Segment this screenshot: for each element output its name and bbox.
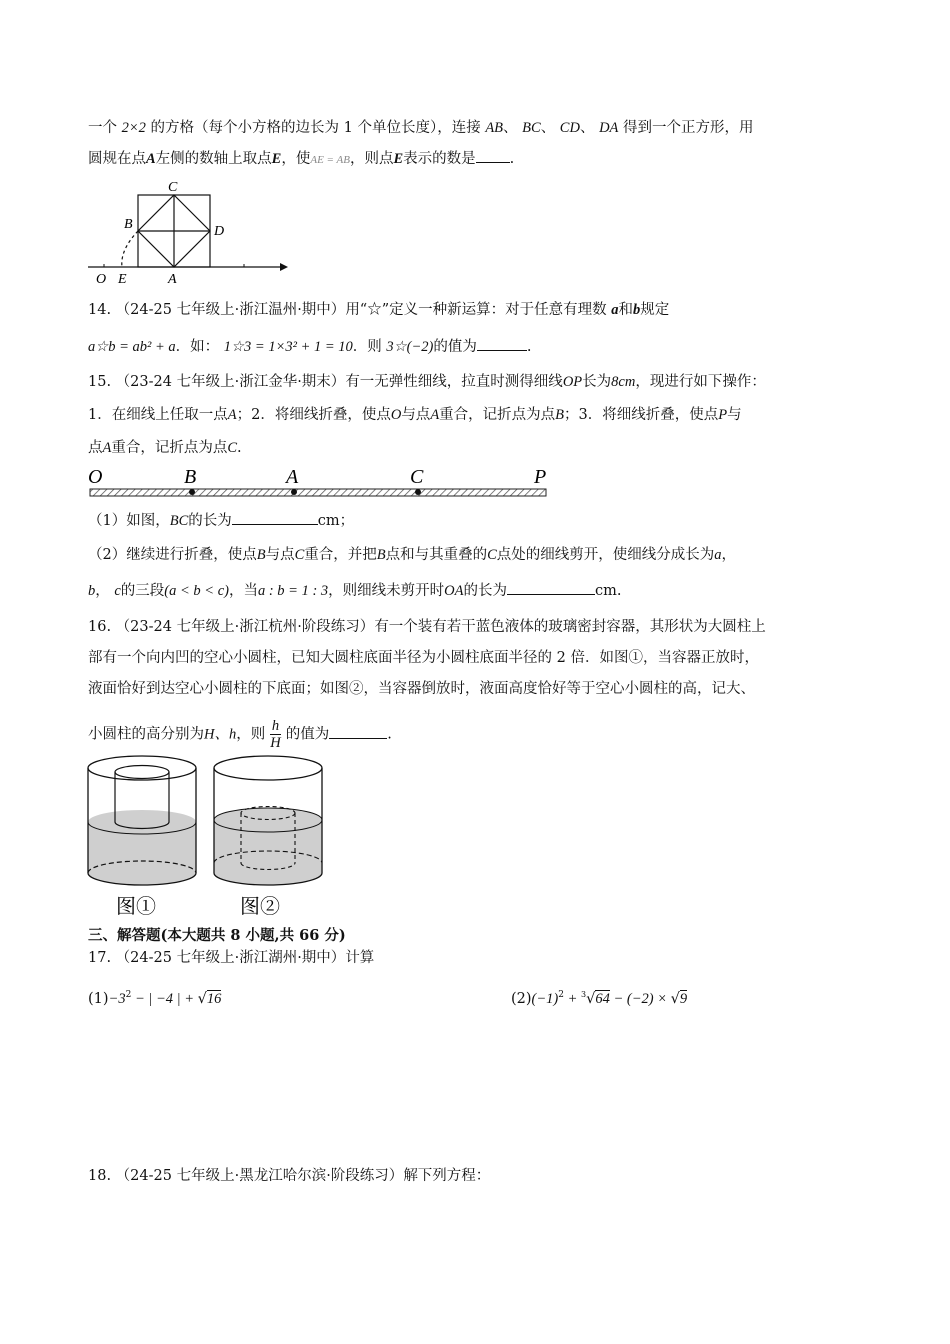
q13-line2: 圆规在点A左侧的数轴上取点E，使AE = AB，则点E表示的数是 . <box>88 148 514 170</box>
label-P: P <box>534 466 547 488</box>
q15-line1: 15. （23-24 七年级上·浙江金华·期末）有一无弹性细线，拉直时测得细线OP长为8cm，现进行如下操作： <box>88 374 766 390</box>
label-C: C <box>410 466 424 488</box>
cube-root-icon: √ <box>586 990 596 1007</box>
label-O: O <box>88 466 103 488</box>
q17-part2: $(2)(-1)^2 + ^3√64 - (-2) \times √9$ <box>511 990 688 1007</box>
section-heading: 三、解答题(本大题共 8 小题,共 66 分) <box>88 927 346 944</box>
axis-arrow-icon <box>280 263 288 271</box>
fig1-label: 图① <box>116 896 156 918</box>
figure-2 <box>214 756 322 885</box>
point-A <box>291 489 297 495</box>
label-C: C <box>168 180 178 195</box>
sqrt-icon: √ <box>197 990 207 1007</box>
sqrt-icon: √ <box>670 990 680 1007</box>
fraction-h-over-H: $\frac{h}{H}$ <box>270 718 281 751</box>
question-source: （24-25 七年级上·浙江温州·期中） <box>115 302 346 318</box>
q15-line3: 点A重合，记折点为点C. <box>88 440 242 456</box>
point-C <box>415 489 421 495</box>
q17-line1: 17. （24-25 七年级上·浙江湖州·期中）计算 <box>88 950 375 966</box>
q16-line4: 小圆柱的高分别为H、h，则 $\frac{h}{H}$ 的值为 . <box>88 718 392 751</box>
q15-rope-figure <box>84 462 554 502</box>
expr-2x2: 2×2 <box>121 120 146 136</box>
q13-figure <box>80 178 295 288</box>
label-A: A <box>168 272 177 287</box>
q16-line1: 16. （23-24 七年级上·浙江杭州·阶段练习）有一个装有若干蓝色液体的玻璃密封容器，其形状为大圆柱上 <box>88 619 766 635</box>
label-O: O <box>96 272 107 287</box>
q14-line2: a☆b = ab² + a．如： 1☆3 = 1×3² + 1 = 10．则 3☆(−2)的值为 . <box>88 336 531 357</box>
q18-line1: 18. （24-25 七年级上·黑龙江哈尔滨·阶段练习）解下列方程： <box>88 1168 491 1184</box>
q13-line1: 一个 2×2 的方格（每个小方格的边长为 1 个单位长度），连接 AB、 BC、 CD、 DA 得到一个正方形，用 <box>88 120 754 136</box>
rope <box>90 489 546 496</box>
answer-blank-q14[interactable] <box>477 336 527 351</box>
answer-blank-q13[interactable] <box>476 148 510 163</box>
answer-blank-q16[interactable] <box>329 724 387 739</box>
compass-arc <box>122 231 138 267</box>
label-D: D <box>214 224 225 239</box>
label-A: A <box>286 466 299 488</box>
label-B: B <box>124 217 133 232</box>
q15-part2-line1: （2）继续进行折叠，使点B与点C重合，并把B点和与其重叠的C点处的细线剪开，使细线分成长为a， <box>88 547 737 563</box>
q16-container-figures <box>82 750 332 922</box>
q15-part1: （1）如图，BC的长为 cm； <box>88 510 354 531</box>
label-E: E <box>118 272 127 287</box>
answer-blank-q15-1[interactable] <box>232 510 318 525</box>
q16-line3: 液面恰好到达空心小圆柱的下底面；如图②，当容器倒放时，液面高度恰好等于空心小圆柱的高，记大、 <box>88 681 755 697</box>
q16-line2: 部有一个向内凹的空心小圆柱，已知大圆柱底面半径为小圆柱底面半径的 2 倍．如图①，当容器正放时， <box>88 650 759 666</box>
fig2-label: 图② <box>240 896 280 918</box>
q15-line2: 1．在细线上任取一点A；2．将细线折叠，使点O与点A重合，记折点为点B；3．将细线折叠，使点P与 <box>88 407 742 423</box>
question-number: 14. <box>88 302 112 318</box>
q17-part1: $(1)-3^2$ − | −4 | + √16 <box>88 990 222 1007</box>
figure-1 <box>88 756 196 885</box>
label-B: B <box>184 466 197 488</box>
answer-blank-q15-2[interactable] <box>507 580 595 595</box>
q14-line1: 14. （24-25 七年级上·浙江温州·期中）用“☆”定义一种新运算：对于任意有理数 a和b规定 <box>88 302 670 318</box>
point-B <box>189 489 195 495</box>
q15-part2-line2: b， c的三段(a < b < c)，当a : b = 1 : 3，则细线未剪开时OA的长为 cm. <box>88 580 622 601</box>
